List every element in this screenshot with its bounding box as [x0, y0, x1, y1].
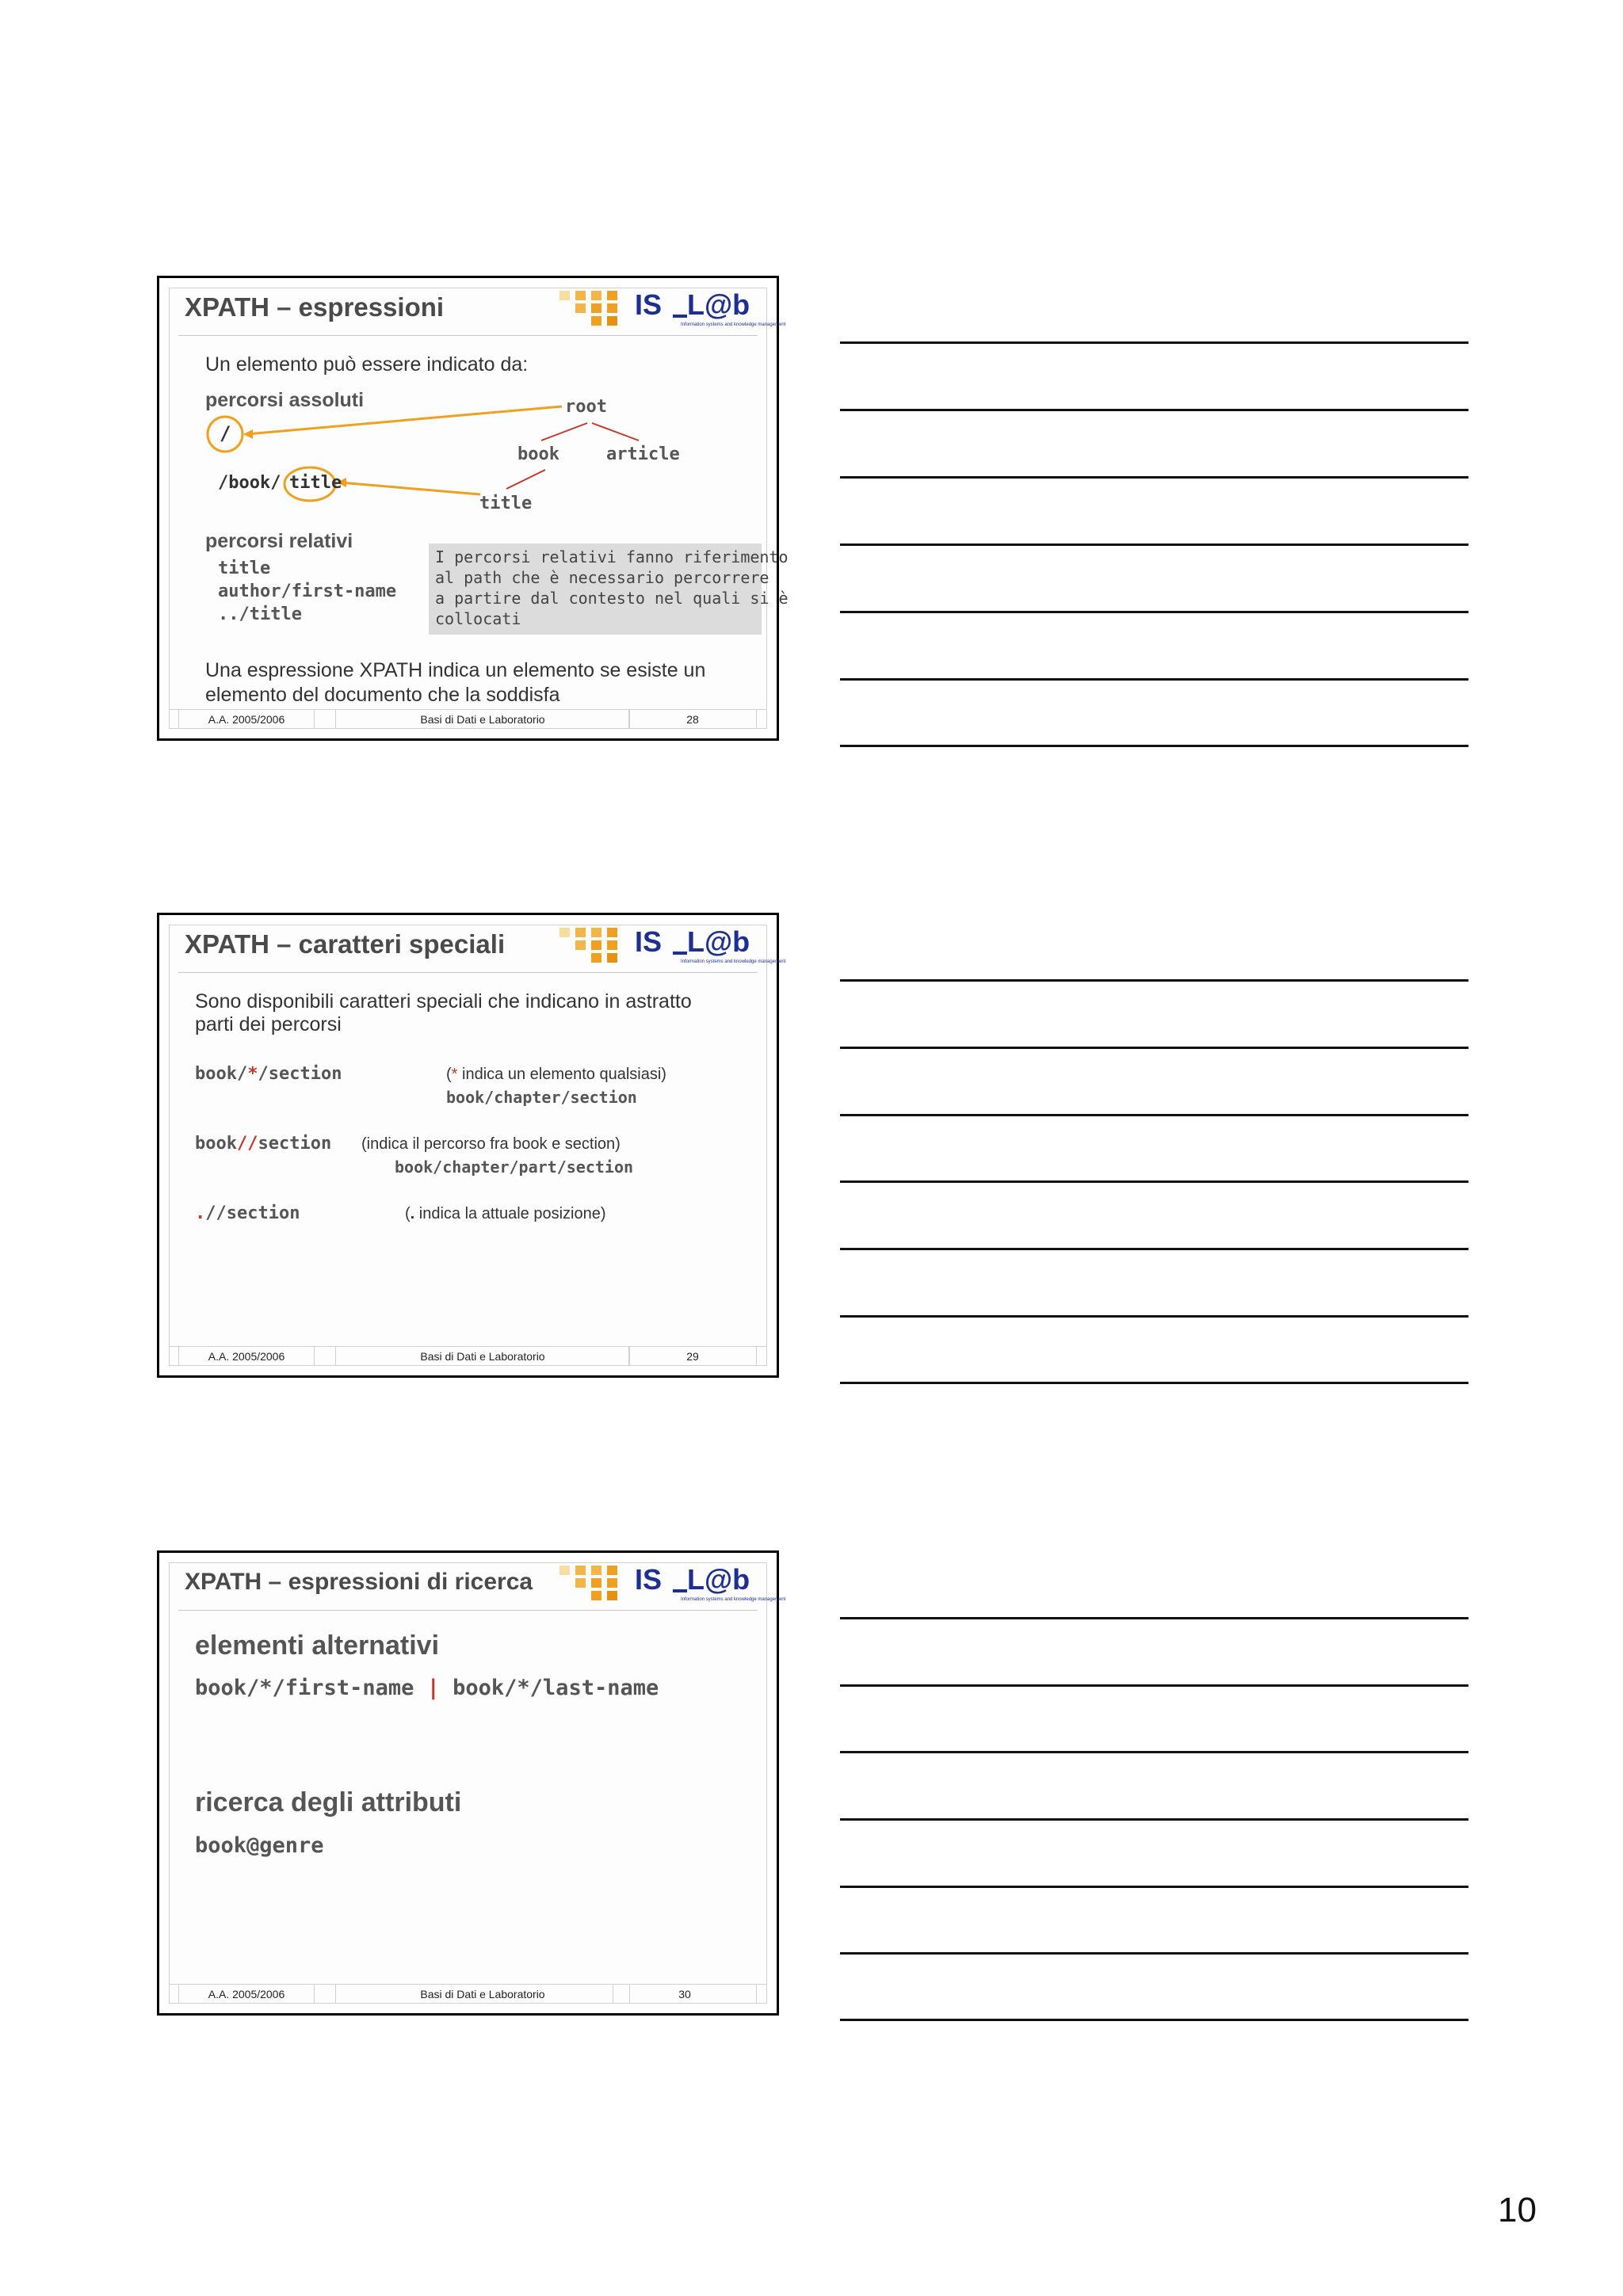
example-wildcard: book/*/section — [195, 1064, 342, 1084]
relative-paths-list — [218, 557, 396, 626]
attribute-expression: book@genre — [195, 1833, 324, 1858]
relative-path: author/first-name — [218, 582, 397, 601]
note-line-rule — [840, 476, 1468, 479]
footer-page: 28 — [628, 710, 757, 729]
attributes-heading: ricerca degli attributi — [195, 1787, 462, 1817]
logo-lab-text: L@b — [687, 925, 750, 958]
page-number: 10 — [1498, 2191, 1537, 2229]
logo-squares-icon — [559, 928, 620, 974]
example-current: .//section — [195, 1203, 300, 1223]
edge-root-book — [541, 423, 587, 441]
note-line-rule — [840, 678, 1468, 681]
note-box — [429, 543, 789, 635]
intro-line: Sono disponibili caratteri speciali che indicano in astratto — [195, 990, 692, 1013]
note-line-rule — [840, 1180, 1468, 1183]
slide-title: XPATH – caratteri speciali — [185, 929, 506, 959]
intro-text — [195, 990, 692, 1036]
logo-lab-text: L@b — [687, 288, 750, 321]
alternatives-expression: book/*/first-name | book/*/last-name — [195, 1676, 659, 1700]
note-line: a partire dal contesto nel quali si è — [435, 589, 789, 608]
logo-underscore — [673, 952, 687, 955]
slide-footer — [169, 1984, 767, 2004]
descendant-note: (indica il percorso fra book e section) — [361, 1135, 621, 1153]
note-line: collocati — [435, 609, 521, 628]
conclusion-text — [205, 658, 705, 707]
note-line: I percorsi relativi fanno riferimento — [435, 547, 789, 566]
logo-underscore — [673, 1589, 687, 1592]
logo-tagline: Information systems and knowledge management — [681, 322, 786, 327]
slide-28 — [157, 276, 789, 741]
root-arrowhead — [243, 429, 253, 439]
descendant-example: book/chapter/part/section — [395, 1158, 634, 1177]
title-arrow — [340, 482, 480, 494]
alternatives-heading: elementi alternativi — [195, 1630, 440, 1661]
note-line-rule — [840, 341, 1468, 344]
tree-root: root — [565, 397, 607, 417]
note-line-rule — [840, 2019, 1468, 2021]
slide-frame — [169, 1562, 767, 2004]
tree-article: article — [606, 444, 680, 464]
footer-page: 29 — [628, 1347, 757, 1366]
conclusion-line: Una espressione XPATH indica un elemento se esiste un — [205, 659, 706, 681]
note-line: al path che è necessario percorrere — [435, 568, 769, 587]
wildcard-note: (* indica un elemento qualsiasi) — [446, 1066, 666, 1083]
note-line-rule — [840, 1047, 1468, 1049]
intro-line: parti dei percorsi — [195, 1013, 342, 1035]
note-line-rule — [840, 1886, 1468, 1888]
tree-title: title — [479, 494, 533, 513]
logo-lab-text: L@b — [687, 1563, 750, 1596]
footer-year: A.A. 2005/2006 — [178, 1347, 315, 1366]
root-arrow — [246, 406, 562, 434]
slash-path: / — [220, 422, 231, 444]
note-line-rule — [840, 979, 1468, 982]
note-line-rule — [840, 1617, 1468, 1619]
note-line-rule — [840, 1248, 1468, 1250]
note-line-rule — [840, 1315, 1468, 1318]
note-line-rule — [840, 1114, 1468, 1116]
logo-is-text: IS — [635, 925, 663, 958]
islab-logo — [633, 925, 786, 974]
slide-30 — [157, 1550, 786, 2016]
slide-title: XPATH – espressioni di ricerca — [185, 1569, 533, 1595]
edge-book-title — [506, 470, 545, 489]
slide-footer — [169, 1346, 767, 1366]
note-line-rule — [840, 543, 1468, 546]
note-line-rule — [840, 409, 1468, 411]
islab-logo — [633, 1562, 786, 1611]
slide-title: XPATH – espressioni — [185, 292, 445, 322]
note-line-rule — [840, 1684, 1468, 1687]
footer-course: Basi di Dati e Laboratorio — [335, 710, 630, 729]
title-path: title — [289, 473, 342, 493]
logo-tagline: Information systems and knowledge management — [681, 1597, 786, 1602]
footer-course: Basi di Dati e Laboratorio — [335, 1985, 630, 2004]
wildcard-example: book/chapter/section — [446, 1088, 637, 1107]
edge-root-article — [592, 423, 639, 441]
example-descendant: book//section — [195, 1134, 332, 1154]
absolute-paths-heading: percorsi assoluti — [205, 389, 365, 411]
relative-path: ../title — [218, 605, 302, 624]
logo-tagline: Information systems and knowledge management — [681, 959, 786, 964]
logo-is-text: IS — [635, 288, 663, 321]
note-line-rule — [840, 1751, 1468, 1753]
slide-29 — [157, 913, 786, 1378]
note-line-rule — [840, 1818, 1468, 1821]
slide-footer — [169, 709, 767, 729]
book-path: /book/ — [218, 473, 281, 493]
current-note: (. indica la attuale posizione) — [405, 1205, 606, 1222]
tree-book: book — [517, 444, 559, 464]
relative-paths-heading: percorsi relativi — [205, 530, 353, 552]
logo-is-text: IS — [635, 1563, 663, 1596]
note-line-rule — [840, 1952, 1468, 1955]
note-line-rule — [840, 745, 1468, 747]
relative-path: title — [218, 559, 271, 578]
intro-text: Un elemento può essere indicato da: — [205, 353, 529, 376]
footer-course: Basi di Dati e Laboratorio — [335, 1347, 630, 1366]
footer-year: A.A. 2005/2006 — [178, 1985, 315, 2004]
note-line-rule — [840, 1382, 1468, 1384]
logo-squares-icon — [559, 1566, 620, 1611]
conclusion-line: elemento del documento che la soddisfa — [205, 684, 560, 706]
footer-year: A.A. 2005/2006 — [178, 710, 315, 729]
footer-page: 30 — [613, 1985, 757, 2004]
note-line-rule — [840, 611, 1468, 613]
